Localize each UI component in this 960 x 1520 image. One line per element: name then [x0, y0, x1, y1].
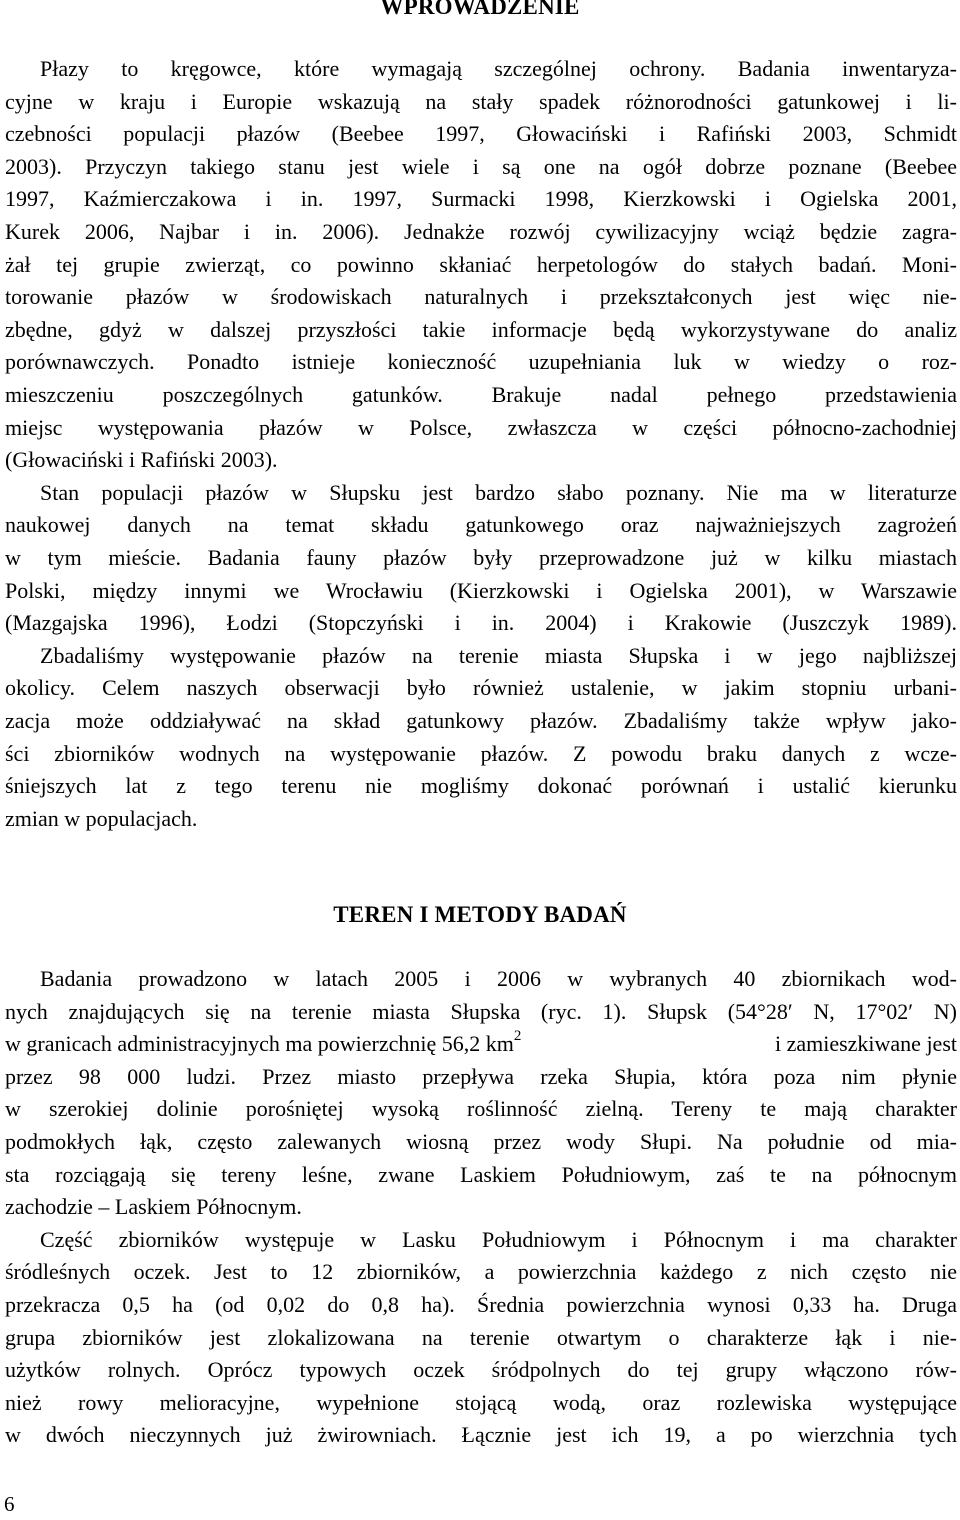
text-line: Kurek 2006, Najbar i in. 2006). Jednakże rozwój cywilizacyjny wciąż będzie zagra- [5, 219, 957, 244]
text-fragment-group [5, 1028, 521, 1060]
text-line: przez 98 000 ludzi. Przez miasto przepływa rzeka Słupia, która poza nim płynie [5, 1064, 957, 1089]
section-heading-introduction: WPROWADZENIE [380, 0, 580, 19]
text-line: zmian w populacjach. [5, 806, 198, 831]
page-number: 6 [4, 1492, 15, 1516]
text-line: zbędne, gdyż w dalszej przyszłości takie informacje będą wykorzystywane do analiz [5, 317, 957, 342]
text-line: torowanie płazów w środowiskach naturalnych i przekształconych jest więc nie- [5, 284, 957, 309]
text-line: mieszczeniu poszczególnych gatunków. Brakuje nadal pełnego przedstawienia [5, 382, 957, 407]
text-line: nych znajdujących się na terenie miasta Słupska (ryc. 1). Słupsk (54°28′ N, 17°02′ N) [5, 999, 957, 1024]
text-fragment: w granicach administracyjnych ma powierzchnię 56,2 km [5, 1031, 514, 1056]
text-line: ści zbiorników wodnych na występowanie płazów. Z powodu braku danych z wcze- [5, 741, 957, 766]
text-line: użytków rolnych. Oprócz typowych oczek śródpolnych do tej grupy włączono rów- [5, 1357, 957, 1382]
text-line: Stan populacji płazów w Słupsku jest bardzo słabo poznany. Nie ma w literaturze [40, 480, 957, 505]
text-line: podmokłych łąk, często zalewanych wiosną przez wody Słupi. Na południe od mia- [5, 1129, 957, 1154]
text-line: (Głowaciński i Rafiński 2003). [5, 447, 278, 472]
section-heading-area-and-methods: TEREN I METODY BADAŃ [333, 902, 627, 927]
text-line: Badania prowadzono w latach 2005 i 2006 w wybranych 40 zbiornikach wod- [40, 966, 957, 991]
text-line: w szerokiej dolinie porośniętej wysoką roślinność zielną. Tereny te mają charakter [5, 1096, 957, 1121]
text-line: Płazy to kręgowce, które wymagają szczególnej ochrony. Badania inwentaryza- [40, 56, 957, 81]
text-line: okolicy. Celem naszych obserwacji było również ustalenie, w jakim stopniu urbani- [5, 675, 957, 700]
text-line: sta rozciągają się tereny leśne, zwane Laskiem Południowym, zaś te na północnym [5, 1162, 957, 1187]
text-line: (Mazgajska 1996), Łodzi (Stopczyński i in. 2004) i Krakowie (Juszczyk 1989). [5, 610, 957, 635]
text-line: w tym mieście. Badania fauny płazów były przeprowadzone już w kilku miastach [5, 545, 957, 570]
text-line: czebności populacji płazów (Beebee 1997, Głowaciński i Rafiński 2003, Schmidt [5, 121, 957, 146]
text-line: porównawczych. Ponadto istnieje konieczność uzupełniania luk w wiedzy o roz- [5, 349, 957, 374]
text-line: cyjne w kraju i Europie wskazują na stały spadek różnorodności gatunkowej i li- [5, 89, 957, 114]
text-line [5, 1028, 957, 1060]
text-line: zachodzie – Laskiem Północnym. [5, 1194, 302, 1219]
text-line: 1997, Kaźmierczakowa i in. 1997, Surmacki 1998, Kierzkowski i Ogielska 2001, [5, 186, 957, 211]
text-line: nież rowy melioracyjne, wypełnione stojącą wodą, oraz rozlewiska występujące [5, 1390, 957, 1415]
text-line: Polski, między innymi we Wrocławiu (Kierzkowski i Ogielska 2001), w Warszawie [5, 578, 957, 603]
text-line: grupa zbiorników jest zlokalizowana na terenie otwartym o charakterze łąk i nie- [5, 1325, 957, 1350]
text-line: naukowej danych na temat składu gatunkowego oraz najważniejszych zagrożeń [5, 512, 957, 537]
text-line: przekracza 0,5 ha (od 0,02 do 0,8 ha). Średnia powierzchnia wynosi 0,33 ha. Druga [5, 1292, 957, 1317]
text-line: zacja może oddziaływać na skład gatunkowy płazów. Zbadaliśmy także wpływ jako- [5, 708, 957, 733]
text-line: 2003). Przyczyn takiego stanu jest wiele i są one na ogół dobrze poznane (Beebee [5, 154, 957, 179]
superscript: 2 [513, 1028, 522, 1044]
text-line: śródleśnych oczek. Jest to 12 zbiorników, a powierzchnia każdego z nich często nie [5, 1259, 957, 1284]
text-line: Zbadaliśmy występowanie płazów na terenie miasta Słupska i w jego najbliższej [40, 643, 957, 668]
text-line: Część zbiorników występuje w Lasku Południowym i Północnym i ma charakter [40, 1227, 957, 1252]
text-line: żał tej grupie zwierząt, co powinno skłaniać herpetologów do stałych badań. Moni- [5, 252, 957, 277]
text-line: w dwóch nieczynnych już żwirowniach. Łącznie jest ich 19, a po wierzchnia tych [5, 1422, 957, 1447]
text-line: miejsc występowania płazów w Polsce, zwłaszcza w części północno-zachodniej [5, 415, 957, 440]
text-line: śniejszych lat z tego terenu nie mogliśmy dokonać porównań i ustalić kierunku [5, 773, 957, 798]
text-fragment: i zamieszkiwane jest [774, 1031, 957, 1056]
